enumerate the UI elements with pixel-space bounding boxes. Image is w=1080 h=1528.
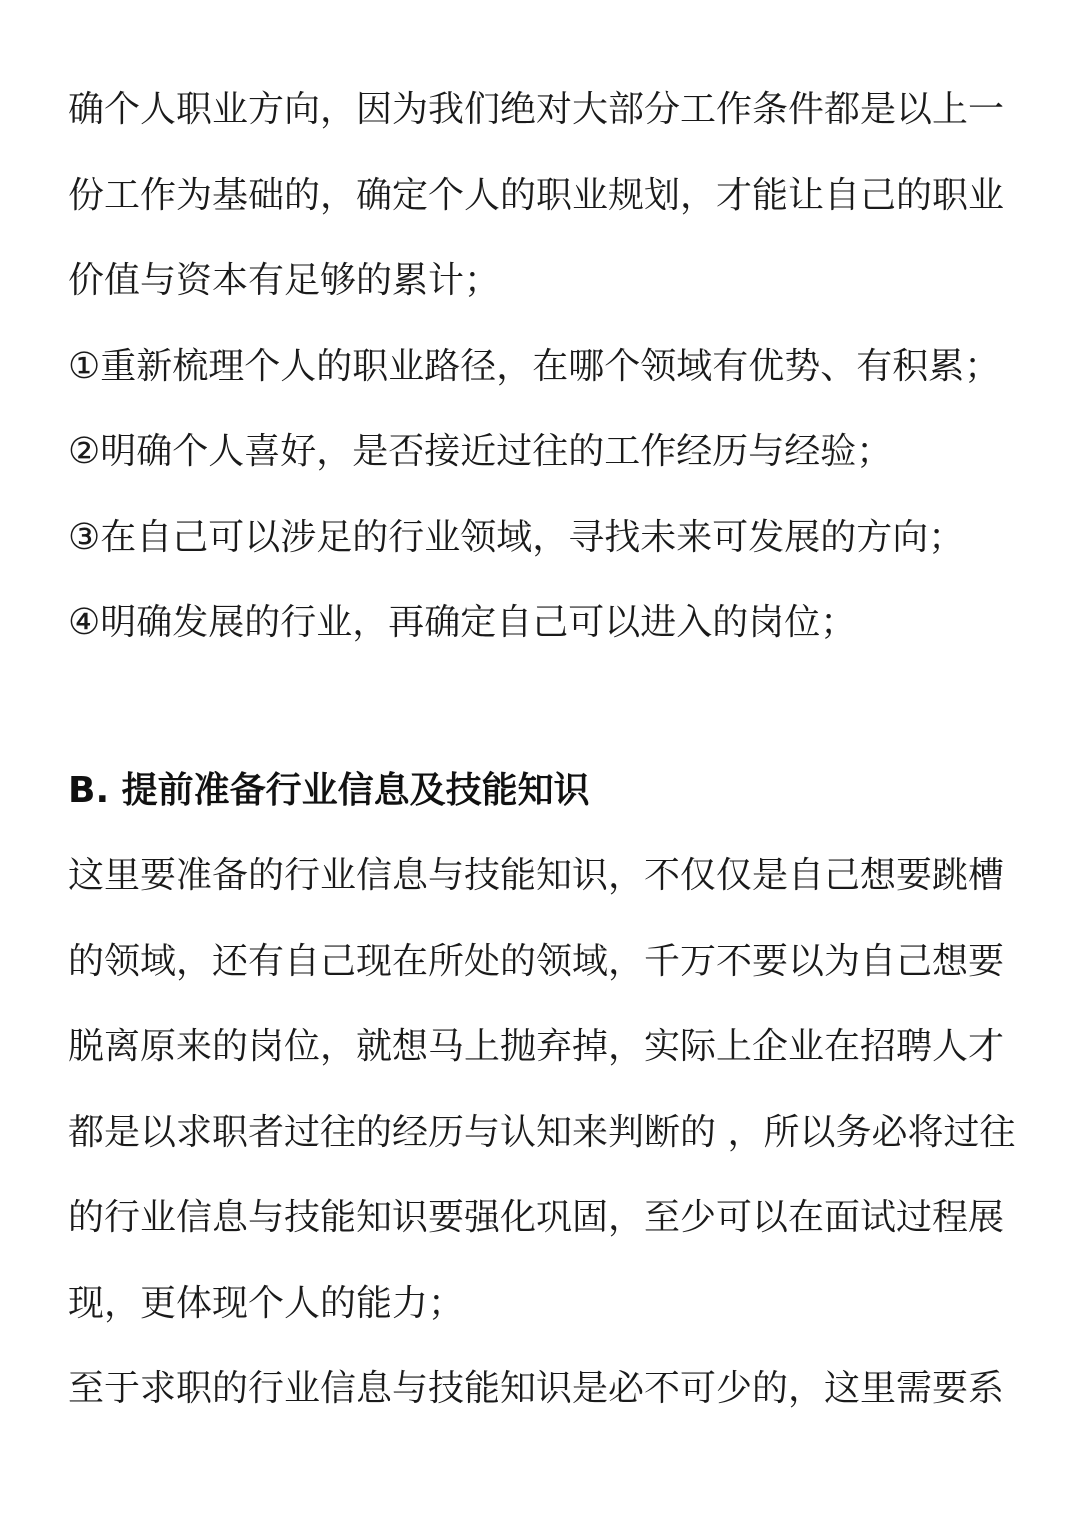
paragraph-line: 现，更体现个人的能力； (68, 1283, 465, 1324)
paragraph-line: 的行业信息与技能知识要强化巩固，至少可以在面试过程展 (68, 1197, 1005, 1238)
list-item-step-1: ①重新梳理个人的职业路径，在哪个领域有优势、有积累； (68, 346, 1001, 387)
list-item-step-4: ④明确发展的行业，再确定自己可以进入的岗位； (68, 602, 857, 643)
paragraph-line: 这里要准备的行业信息与技能知识，不仅仅是自己想要跳槽 (68, 855, 1005, 896)
section-heading: B. 提前准备行业信息及技能知识 (68, 770, 590, 811)
paragraph-line: 至于求职的行业信息与技能知识是必不可少的，这里需要系 (68, 1368, 1005, 1409)
list-item-step-2: ②明确个人喜好，是否接近过往的工作经历与经验； (68, 431, 893, 472)
paragraph-line: 价值与资本有足够的累计； (68, 260, 501, 301)
paragraph-line: 的领域，还有自己现在所处的领域，千万不要以为自己想要 (68, 941, 1005, 982)
paragraph-line: 确个人职业方向，因为我们绝对大部分工作条件都是以上一 (68, 89, 1005, 130)
paragraph-line: 脱离原来的岗位，就想马上抛弃掉，实际上企业在招聘人才 (68, 1026, 1005, 1067)
list-item-step-3: ③在自己可以涉足的行业领域，寻找未来可发展的方向； (68, 517, 965, 558)
paragraph-line: 份工作为基础的，确定个人的职业规划，才能让自己的职业 (68, 175, 1005, 216)
paragraph-line: 都是以求职者过往的经历与认知来判断的 ，所以务必将过往 (68, 1112, 1016, 1153)
